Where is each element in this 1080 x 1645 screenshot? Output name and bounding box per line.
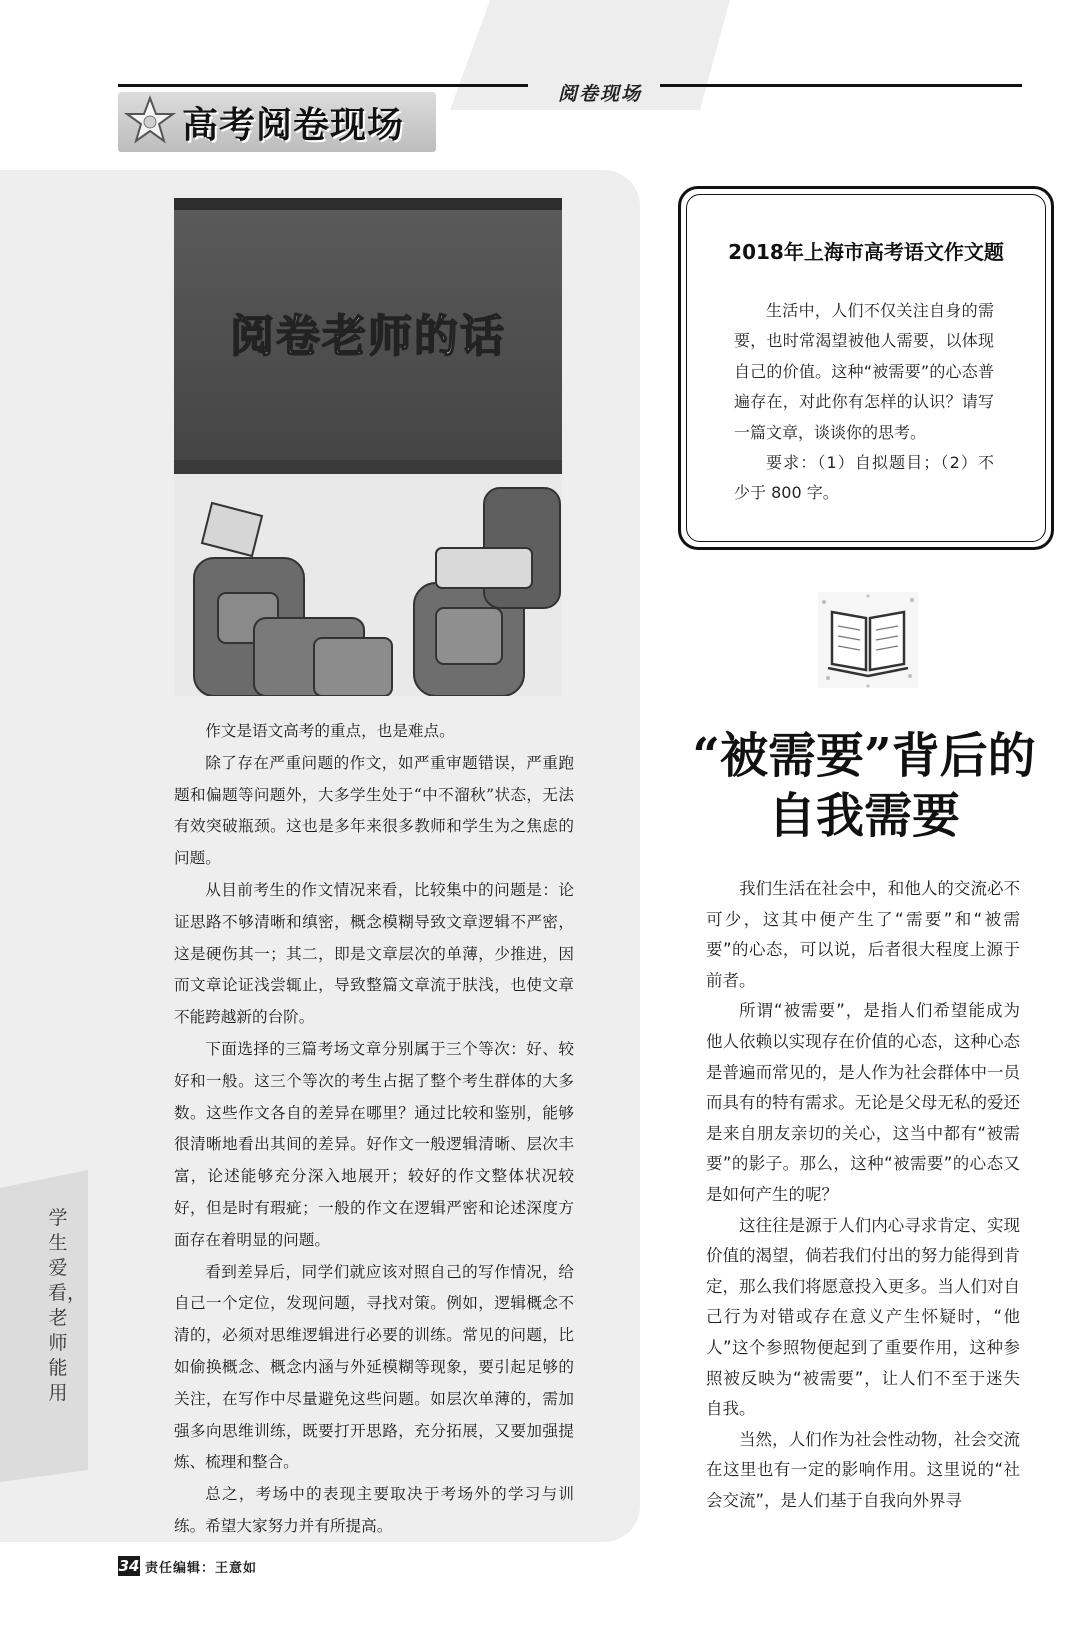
article-title-line1: “被需要”背后的 [692, 728, 1036, 784]
editor-credit: 责任编辑：王意如 [145, 1561, 258, 1576]
header-rule-right [660, 84, 1022, 87]
left-article-paragraph: 总之，考场中的表现主要取决于考场外的学习与训练。希望大家努力并有所提高。 [174, 1485, 574, 1535]
right-article-paragraph: 当然，人们作为社会性动物，社会交流在这里也有一定的影响作用。这里说的“社会交流”，是人们基于自我向外界寻 [706, 1429, 1020, 1510]
chalkboard-illustration [174, 198, 562, 696]
left-article-paragraph: 下面选择的三篇考场文章分别属于三个等次：好、较好和一般。这三个等次的考生占据了整个考生群体的大多数。这些作文各自的差异在哪里？通过比较和鉴别，能够很清晰地看出其间的差异。好作文一般逻辑清晰、层次丰富，论述能够充分深入地展开；较好的作文整体状况较好，但是时有瑕疵；一般的作文在逻辑严密和论述深度方面存在着明显的问题。 [174, 1039, 574, 1249]
right-article-paragraph: 我们生活在社会中，和他人的交流必不可少，这其中便产生了“需要”和“被需要”的心态，可以说，后者很大程度上源于前者。 [706, 879, 1020, 990]
page-number: 34 [118, 1557, 140, 1575]
chalkboard-text: 阅卷老师的话 [230, 311, 506, 362]
left-article-paragraph: 作文是语文高考的重点，也是难点。 [205, 722, 455, 740]
left-article-paragraph: 看到差异后，同学们就应该对照自己的写作情况，给自己一个定位，发现问题，寻找对策。例如，逻辑概念不清的，必须对思维逻辑进行必要的训练。常见的问题，比如偷换概念、概念内涵与外延模糊等现象，要引起足够的关注，在写作中尽量避免这些问题。如层次单薄的，需加强多向思维训练，既要打开思路，充分拓展，又要加强提炼、梳理和整合。 [174, 1262, 574, 1472]
side-tab [0, 1170, 88, 1482]
right-article-paragraph: 这往往是源于人们内心寻求肯定、实现价值的渴望，倘若我们付出的努力能得到肯定，那么我们将愿意投入更多。当人们对自己行为对错或存在意义产生怀疑时，“他人”这个参照物便起到了重要作用，这种参照被反映为“被需要”，让人们不至于迷失自我。 [706, 1215, 1020, 1419]
prompt-body [734, 296, 994, 509]
right-article [706, 874, 1020, 1516]
prompt-title: 2018年上海市高考语文作文题 [728, 240, 1004, 264]
side-tab-text: 学生爱看，老师能用 [48, 1207, 87, 1404]
left-article [174, 716, 574, 1543]
left-article-paragraph: 除了存在严重问题的作文，如严重审题错误，严重跑题和偏题等问题外，大多学生处于“中不溜秋”状态，无法有效突破瓶颈。这也是多年来很多教师和学生为之焦虑的问题。 [174, 753, 574, 868]
header-slant-decoration [450, 0, 1040, 110]
star-icon [124, 95, 176, 147]
article-title [676, 726, 1052, 846]
open-book-icon [814, 588, 922, 692]
prompt-paragraph: 生活中，人们不仅关注自身的需要，也时常渴望被他人需要，以体现自己的价值。这种“被需要”的心态普遍存在，对此你有怎样的认识？请写一篇文章，谈谈你的思考。 [734, 301, 994, 442]
right-article-paragraph: 所谓“被需要”，是指人们希望能成为他人依赖以实现存在价值的心态，这种心态是普遍而常见的，是人作为社会群体中一员而具有的特有需求。无论是父母无私的爱还是来自朋友亲切的关心，这当中都有“被需要”的影子。那么，这种“被需要”的心态又是如何产生的呢？ [706, 1001, 1020, 1204]
header-section-label: 阅卷现场 [557, 83, 642, 105]
left-article-paragraph: 从目前考生的作文情况来看，比较集中的问题是：论证思路不够清晰和缜密，概念模糊导致文章逻辑不严密，这是硬伤其一；其二，即是文章层次的单薄，少推进，因而文章论证浅尝辄止，导致整篇文章流于肤浅，也使文章不能跨越新的台阶。 [174, 880, 574, 1027]
header-rule-left [118, 84, 528, 87]
article-title-line2: 自我需要 [767, 788, 960, 844]
page-title: 高考阅卷现场 [182, 105, 405, 146]
prompt-requirements: 要求：（1）自拟题目；（2）不少于 800 字。 [734, 453, 994, 503]
